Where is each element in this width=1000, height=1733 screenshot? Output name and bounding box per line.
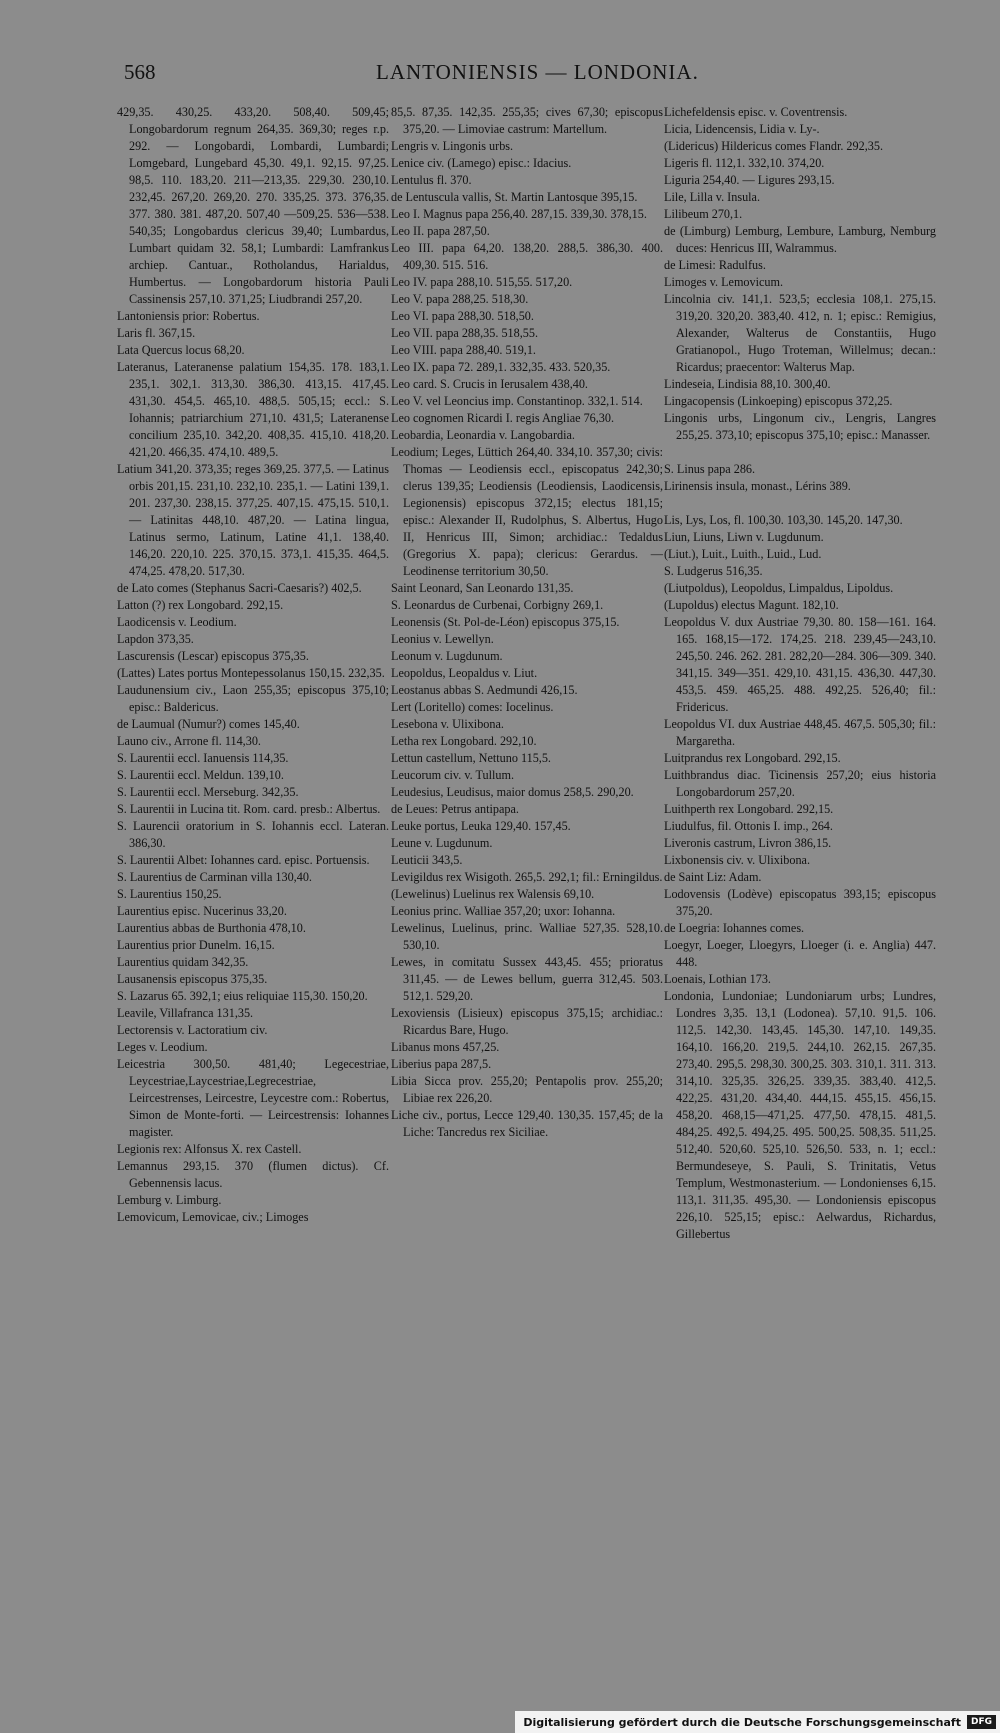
index-entry: Laurentius abbas de Burthonia 478,10. [117, 921, 306, 935]
index-entry: Leonius v. Lewellyn. [391, 632, 494, 646]
index-entry: Liudulfus, fil. Ottonis I. imp., 264. [664, 819, 833, 833]
running-title: LANTONIENSIS — LONDONIA. [376, 60, 699, 84]
index-entry: (Lidericus) Hildericus comes Flandr. 292,35. [664, 139, 883, 153]
index-entry: Leo VI. papa 288,30. 518,50. [391, 309, 534, 323]
index-column-2 [391, 104, 663, 1141]
index-entry: Loegyr, Loeger, Lloegyrs, Lloeger (i. e. Anglia) 447. 448. [664, 938, 936, 969]
index-entry: Leostanus abbas S. Aedmundi 426,15. [391, 683, 578, 697]
index-entry: S. Laurentius 150,25. [117, 887, 222, 901]
index-entry: Licia, Lidencensis, Lidia v. Ly-. [664, 122, 820, 136]
index-entry: Londonia, Lundoniae; Lundoniarum urbs; Lundres, Londres 3,35. 13,1 (Lodonea). 57,10. 91,5. 106. 112,5. 142,30. 143,45. 145,30. 147,10. 149,35. 164,10. 166,20. 219,5. 244,10. 262,15. 267,35. 273,40. 295,5. 298,30. 300,25. 303. 310,1. 311. 313. 314,10. 325,35. 326,25. 339,35. 383,40. 412,5. 422,25. 431,20. 434,40. 444,15. 455,15. 456,15. 458,20. 468,15—471,25. 477,50. 478,15. 481,5. 484,25. 492,5. 494,25. 495. 500,25. 508,35. 511,25. 512,40. 520,60. 525,10. 526,50. 533, n. 1; eccl.: Bermundeseye, S. Pauli, S. Trinitatis, Vetus Templum, Westmonasterium. — Londonienses 6,15. 113,1. 311,35. 495,30. — Londoniensis episcopus 226,10. 525,15; episc.: Aelwardus, Richardus, Gillebertus [664, 989, 936, 1241]
index-entry: Liche civ., portus, Lecce 129,40. 130,35. 157,45; de la Liche: Tancredus rex Siciliae. [391, 1108, 663, 1139]
index-entry: Libia Sicca prov. 255,20; Pentapolis prov. 255,20; Libiae rex 226,20. [391, 1074, 663, 1105]
index-entry: S. Laurentii eccl. Merseburg. 342,35. [117, 785, 299, 799]
index-entry: Leo V. papa 288,25. 518,30. [391, 292, 529, 306]
index-entry: Leavile, Villafranca 131,35. [117, 1006, 254, 1020]
index-entry: Leo I. Magnus papa 256,40. 287,15. 339,30. 378,15. [391, 207, 647, 221]
index-entry: de Lato comes (Stephanus Sacri-Caesaris?) 402,5. [117, 581, 362, 595]
index-entry: Laurentius episc. Nucerinus 33,20. [117, 904, 287, 918]
index-entry: S. Laurentius de Carminan villa 130,40. [117, 870, 312, 884]
index-entry: Launo civ., Arrone fl. 114,30. [117, 734, 261, 748]
index-entry: Liun, Liuns, Liwn v. Lugdunum. [664, 530, 824, 544]
index-entry: Leobardia, Leonardia v. Langobardia. [391, 428, 575, 442]
index-entry: Lemovicum, Lemovicae, civ.; Limoges [117, 1210, 309, 1224]
index-entry: Lenice civ. (Lamego) episc.: Idacius. [391, 156, 572, 170]
index-entry: de Saint Liz: Adam. [664, 870, 762, 884]
index-entry: Leonensis (St. Pol-de-Léon) episcopus 375,15. [391, 615, 620, 629]
index-entry: Lile, Lilla v. Insula. [664, 190, 761, 204]
index-entry: S. Linus papa 286. [664, 462, 756, 476]
index-entry: S. Laurentii eccl. Meldun. 139,10. [117, 768, 284, 782]
index-entry: S. Ludgerus 516,35. [664, 564, 763, 578]
index-entry: Lascurensis (Lescar) episcopus 375,35. [117, 649, 309, 663]
index-entry: Lantoniensis prior: Robertus. [117, 309, 260, 323]
index-entry: Laurentius quidam 342,35. [117, 955, 249, 969]
index-entry: Lert (Loritello) comes: Iocelinus. [391, 700, 554, 714]
index-entry: Leucorum civ. v. Tullum. [391, 768, 514, 782]
index-entry: Limoges v. Lemovicum. [664, 275, 784, 289]
index-entry: Leonius princ. Walliae 357,20; uxor: Iohanna. [391, 904, 616, 918]
index-entry: Leuke portus, Leuka 129,40. 157,45. [391, 819, 571, 833]
index-entry: Levigildus rex Wisigoth. 265,5. 292,1; fil.: Erningildus. [391, 870, 663, 884]
index-entry: S. Laurentii Albet: Iohannes card. episc. Portuensis. [117, 853, 370, 867]
index-entry: Leo II. papa 287,50. [391, 224, 490, 238]
page-number: 568 [124, 60, 156, 84]
digitization-notice: Digitalisierung gefördert durch die Deutsche Forschungsgemeinschaft [523, 1715, 961, 1729]
index-entry: 429,35. 430,25. 433,20. 508,40. 509,45; Longobardorum regnum 264,35. 369,30; reges r.p. 292. — Longobardi, Lombardi, Lumbardi; Lomgebard, Lungebard 45,30. 49,1. 92,15. 97,25. 98,5. 110. 183,20. 211—213,35. 229,30. 230,10. 232,45. 267,20. 269,20. 270. 335,25. 373. 376,35. 377. 380. 381. 487,20. 507,40 —509,25. 536—538. 540,35; Longobardus clericus 39,40; Lumbardus, Lumbart quidam 32. 58,1; Lumbardi: Lamfrankus archiep. Cantuar., Rotholandus, Harialdus, Humbertus. — Longobardorum historia Pauli Cassinensis 257,10. 371,25; Liudbrandi 257,20. [117, 105, 389, 306]
index-entry: Ligeris fl. 112,1. 332,10. 374,20. [664, 156, 825, 170]
index-entry: de Lentuscula vallis, St. Martin Lantosque 395,15. [391, 190, 638, 204]
index-entry: Libanus mons 457,25. [391, 1040, 500, 1054]
index-entry: de Laumual (Numur?) comes 145,40. [117, 717, 300, 731]
index-entry: de Leues: Petrus antipapa. [391, 802, 519, 816]
index-entry: Liveronis castrum, Livron 386,15. [664, 836, 832, 850]
index-entry: Letha rex Longobard. 292,10. [391, 734, 537, 748]
index-entry: Leges v. Leodium. [117, 1040, 208, 1054]
index-entry: Leo VIII. papa 288,40. 519,1. [391, 343, 536, 357]
index-entry: Leo III. papa 64,20. 138,20. 288,5. 386,30. 400. 409,30. 515. 516. [391, 241, 663, 272]
index-entry: Lewes, in comitatu Sussex 443,45. 455; prioratus 311,45. — de Lewes bellum, guerra 312,45. 503. 512,1. 529,20. [391, 955, 663, 1003]
dfg-logo: DFG [967, 1715, 996, 1729]
index-entry: Leune v. Lugdunum. [391, 836, 493, 850]
index-entry: Lodovensis (Lodève) episcopatus 393,15; episcopus 375,20. [664, 887, 936, 918]
index-entry: Lesebona v. Ulixibona. [391, 717, 504, 731]
index-entry: Leo V. vel Leoncius imp. Constantinop. 332,1. 514. [391, 394, 643, 408]
index-entry: Leopoldus VI. dux Austriae 448,45. 467,5. 505,30; fil.: Margaretha. [664, 717, 936, 748]
index-entry: S. Laurencii oratorium in S. Iohannis eccl. Lateran. 386,30. [117, 819, 389, 850]
index-entry: Lengris v. Lingonis urbs. [391, 139, 514, 153]
index-entry: (Liut.), Luit., Luith., Luid., Lud. [664, 547, 822, 561]
index-entry: Lilibeum 270,1. [664, 207, 743, 221]
index-entry: Leodium; Leges, Lüttich 264,40. 334,10. 357,30; civis: Thomas — Leodiensis eccl., episcopatus 242,30; clerus 139,35; Leodiensis (Leodiensis, Laodicensis, Legionensis) episcopus 372,15; electus 181,15; episc.: Alexander II, Rudolphus, S. Albertus, Hugo II, Henricus III, Simon; archidiac.: Tedaldus (Gregorius X. papa); clericus: Gerardus. — Leodinense territorium 30,50. [391, 445, 663, 578]
index-entry: Lingonis urbs, Lingonum civ., Lengris, Langres 255,25. 373,10; episcopus 375,10; episc.: Manasser. [664, 411, 936, 442]
index-entry: Liguria 254,40. — Ligures 293,15. [664, 173, 835, 187]
index-entry: Latton (?) rex Longobard. 292,15. [117, 598, 284, 612]
index-entry: Leo IV. papa 288,10. 515,55. 517,20. [391, 275, 573, 289]
index-entry: de (Limburg) Lemburg, Lembure, Lamburg, Nemburg duces: Henricus III, Walrammus. [664, 224, 936, 255]
index-entry: Lettun castellum, Nettuno 115,5. [391, 751, 551, 765]
index-entry: Saint Leonard, San Leonardo 131,35. [391, 581, 574, 595]
index-entry: de Loegria: Iohannes comes. [664, 921, 805, 935]
index-entry: Lemannus 293,15. 370 (flumen dictus). Cf. Gebennensis lacus. [117, 1159, 389, 1190]
index-entry: (Lattes) Lates portus Montepessolanus 150,15. 232,35. [117, 666, 385, 680]
index-entry: Leo IX. papa 72. 289,1. 332,35. 433. 520,35. [391, 360, 611, 374]
index-entry: Loenais, Lothian 173. [664, 972, 771, 986]
index-entry: Lixbonensis civ. v. Ulixibona. [664, 853, 811, 867]
index-entry: (Lupoldus) electus Magunt. 182,10. [664, 598, 839, 612]
index-entry: S. Laurentii eccl. Ianuensis 114,35. [117, 751, 289, 765]
index-entry: Lichefeldensis episc. v. Coventrensis. [664, 105, 848, 119]
index-entry: (Lewelinus) Luelinus rex Walensis 69,10. [391, 887, 595, 901]
index-entry: S. Laurentii in Lucina tit. Rom. card. presb.: Albertus. [117, 802, 381, 816]
index-entry: Lentulus fl. 370. [391, 173, 472, 187]
index-entry: Lindeseia, Lindisia 88,10. 300,40. [664, 377, 831, 391]
index-entry: Latium 341,20. 373,35; reges 369,25. 377,5. — Latinus orbis 201,15. 231,10. 232,10. 235,1. — Latini 139,1. 201. 237,30. 238,15. 377,25. 407,15. 475,15. 510,1. — Latinitas 448,10. 487,20. — Latina lingua, Latinus sermo, Latinum, Latine 41,1. 138,40. 146,20. 220,10. 225. 370,15. 373,1. 415,35. 464,5. 474,25. 478,20. 517,30. [117, 462, 389, 578]
index-entry: Laurentius prior Dunelm. 16,15. [117, 938, 275, 952]
index-column-1 [117, 104, 389, 1226]
index-entry: Legionis rex: Alfonsus X. rex Castell. [117, 1142, 302, 1156]
index-entry: Leo VII. papa 288,35. 518,55. [391, 326, 539, 340]
index-entry: Leopoldus, Leopaldus v. Liut. [391, 666, 538, 680]
index-entry: Lemburg v. Limburg. [117, 1193, 222, 1207]
index-entry: Lewelinus, Luelinus, princ. Walliae 527,35. 528,10. 530,10. [391, 921, 663, 952]
index-entry: Laodicensis v. Leodium. [117, 615, 237, 629]
index-entry: Liberius papa 287,5. [391, 1057, 492, 1071]
index-entry: S. Leonardus de Curbenai, Corbigny 269,1. [391, 598, 604, 612]
index-entry: (Liutpoldus), Leopoldus, Limpaldus, Lipoldus. [664, 581, 894, 595]
index-entry: Leuticii 343,5. [391, 853, 463, 867]
index-entry: Lirinensis insula, monast., Lérins 389. [664, 479, 851, 493]
index-entry: de Limesi: Radulfus. [664, 258, 766, 272]
index-entry: Leonum v. Lugdunum. [391, 649, 503, 663]
index-entry: Luithbrandus diac. Ticinensis 257,20; eius historia Longobardorum 257,20. [664, 768, 936, 799]
index-entry: Leo cognomen Ricardi I. regis Angliae 76,30. [391, 411, 615, 425]
index-entry: Leicestria 300,50. 481,40; Legecestriae, Leycestriae,Laycestriae,Legrecestriae, Leircestrenses, Leircestre, Leycestre com.: Robertus, Simon de Monte-forti. — Leircestrensis: Iohannes magister. [117, 1057, 389, 1139]
index-entry: Leopoldus V. dux Austriae 79,30. 80. 158—161. 164. 165. 168,15—172. 174,25. 218. 239,45—243,10. 245,50. 246. 262. 281. 282,20—284. 306—309. 340. 341,15. 349—351. 429,10. 431,15. 436,30. 447,30. 453,5. 459. 465,25. 488. 492,25. 526,40; fil.: Fridericus. [664, 615, 936, 714]
digitization-footer [515, 1711, 1000, 1733]
index-entry: Lis, Lys, Los, fl. 100,30. 103,30. 145,20. 147,30. [664, 513, 903, 527]
index-entry: Lingacopensis (Linkoeping) episcopus 372,25. [664, 394, 893, 408]
index-entry: Laudunensium civ., Laon 255,35; episcopus 375,10; episc.: Baldericus. [117, 683, 389, 714]
index-entry: Lateranus, Lateranense palatium 154,35. 178. 183,1. 235,1. 302,1. 313,30. 386,30. 413,15. 417,45. 431,30. 454,5. 465,10. 488,5. 505,15; eccl.: S. Iohannis; patriarchium 271,10. 431,5; Lateranense concilium 235,10. 342,20. 408,35. 415,10. 418,20. 421,20. 466,35. 474,10. 489,5. [117, 360, 389, 459]
index-entry: Luitprandus rex Longobard. 292,15. [664, 751, 841, 765]
index-entry: 85,5. 87,35. 142,35. 255,35; cives 67,30; episcopus 375,20. — Limoviae castrum: Martellum. [391, 105, 663, 136]
index-entry: Lapdon 373,35. [117, 632, 194, 646]
index-entry: Laris fl. 367,15. [117, 326, 196, 340]
index-column-3 [664, 104, 936, 1243]
index-entry: Lata Quercus locus 68,20. [117, 343, 245, 357]
index-entry: Lexoviensis (Lisieux) episcopus 375,15; archidiac.: Ricardus Bare, Hugo. [391, 1006, 663, 1037]
index-entry: Luithperth rex Longobard. 292,15. [664, 802, 834, 816]
index-entry: Lectorensis v. Lactoratium civ. [117, 1023, 268, 1037]
index-entry: Leudesius, Leudisus, maior domus 258,5. 290,20. [391, 785, 634, 799]
index-entry: Lausanensis episcopus 375,35. [117, 972, 268, 986]
index-entry: Lincolnia civ. 141,1. 523,5; ecclesia 108,1. 275,15. 319,20. 320,20. 383,40. 412, n. 1; episc.: Remigius, Alexander, Walterus de Constantiis, Hugo Gratianopol., Hugo Troteman, Willelmus; decan.: Ricardus; praecentor: Walterus Map. [664, 292, 936, 374]
index-entry: S. Lazarus 65. 392,1; eius reliquiae 115,30. 150,20. [117, 989, 368, 1003]
index-entry: Leo card. S. Crucis in Ierusalem 438,40. [391, 377, 588, 391]
